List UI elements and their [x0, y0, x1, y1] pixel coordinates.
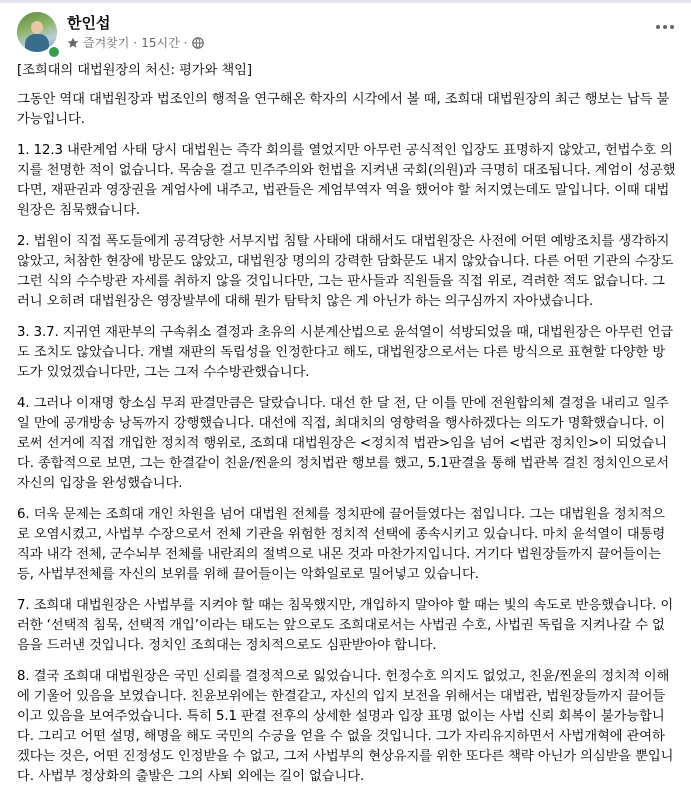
post-paragraph: 8. 결국 조희대 대법원장은 국민 신뢰를 결정적으로 잃었습니다. 헌정수호 의지도 없었고, 친윤/찐윤의 정치적 이해에 기울어 있음을 보였습니다. 친윤보위에는 한결같고, 자신의 입지 보전을 위해서는 대법관, 법원장들까지 끌어들이고 있음을 보여주었습니다. 특히 5.1 판결 전후의 상세한 설명과 입장 표명 없이는 사법 신뢰 회복이 불가능합니다. 그리고 어떤 설명, 해명을 해도 국민의 수긍을 얻을 수 없을 것입니다. 그가 자리유지하면서 사법개혁에 관여하겠다는 것은, 어떤 진정성도 인정받을 수 없고, 그저 사법부의 현상유지를 위한 또다른 책략 아닌가 의심받을 뿐입니다. 사법부 정상화의 출발은 그의 사퇴 외에는 길이 없습니다.: [17, 669, 674, 784]
star-icon: [67, 37, 79, 49]
more-options-button[interactable]: [653, 17, 677, 37]
post-paragraph: 4. 그러나 이재명 항소심 무죄 판결만큼은 달랐습니다. 대선 한 달 전, 단 이틀 만에 전원합의체 결정을 내리고 일주일 만에 공개방송 낭독까지 강행했습니다. 대선에 직접, 최대치의 영향력을 행사하겠다는 의도가 명확했습니다. 이로써 선거에 직접 개입한 정치적 행위로, 조희대 대법원장은 <정치적 법관>임을 넘어 <법관 정치인>이 되었습니다. 종합적으로 보면, 그는 한결같이 친윤/찐윤의 정치법관 행보를 했고, 5.1판결을 통해 법관복 걸친 정치인으로서 자신의 입장을 완성했습니다.: [17, 396, 670, 491]
globe-icon[interactable]: [192, 37, 204, 49]
more-dot-icon: [656, 25, 660, 29]
meta-separator: ·: [133, 35, 138, 50]
post-paragraph: 2. 법원이 직접 폭도들에게 공격당한 서부지법 침탈 사태에 대해서도 대법원장은 사전에 어떤 예방조치를 생각하지 않았고, 처참한 현장에 방문도 않았고, 대법원장 명의의 강력한 담화문도 내지 않았습니다. 다른 어떤 기관의 수장도 그런 식의 수수방관 자세를 취하지 않을 것입니다만, 그는 판사들과 직원들을 직접 위로, 격려한 적도 없습니다. 그러니 오히려 대법원장은 영장발부에 대해 뭔가 탐탁치 않은 게 아닌가 하는 의구심까지 자아냈습니다.: [17, 234, 674, 309]
post-meta: [67, 34, 204, 51]
online-status-dot: [47, 45, 61, 59]
post-paragraph: 3. 3.7. 지귀연 재판부의 구속취소 결정과 초유의 시분계산법으로 윤석열이 석방되었을 때, 대법원장은 아무런 언급도 조치도 않았습니다. 개별 재판의 독립성을 인정한다고 해도, 대법원장으로서는 다른 방식으로 표현할 다양한 방도가 있었겠습니다만, 그는 그저 수수방관했습니다.: [17, 325, 674, 380]
meta-separator-2: ·: [183, 35, 188, 50]
post-header: [0, 3, 691, 55]
post-body: [17, 61, 677, 798]
more-dot-icon: [663, 25, 667, 29]
post-paragraph: 1. 12.3 내란계엄 사태 당시 대법원는 즉각 회의를 열었지만 아무런 공식적인 입장도 표명하지 않았고, 헌법수호 의지를 천명한 적이 없습니다. 목숨을 걸고 민주주의와 헌법을 지켜낸 국회(의원)과 극명히 대조됩니다. 계엄이 성공했다면, 재판권과 영장권을 계엄사에 내주고, 법관들은 계엄부역자 역을 했어야 할 처지였는데도 말입니다. 이때 대법원장은 침묵했습니다.: [17, 143, 676, 218]
post-paragraph: 그동안 역대 대법원장과 법조인의 행적을 연구해온 학자의 시각에서 볼 때, 조희대 대법원장의 최근 행보는 납득 불가능입니다.: [17, 92, 670, 127]
more-dot-icon: [670, 25, 674, 29]
post-paragraph: 6. 더욱 문제는 조희대 개인 차원을 넘어 대법원 전체를 정치판에 끌어들였다는 점입니다. 그는 대법원을 정치적으로 오염시켰고, 사법부 수장으로서 전체 기관을 위험한 정치적 선택에 종속시키고 있습니다. 마치 윤석열이 대통령직과 내각 전체, 군수뇌부 전체를 내란죄의 절벽으로 내몬 것과 마찬가지입니다. 거기다 법원장들까지 끌어들이는 등, 사법부전체를 자신의 보위를 위해 끌어들이는 악화일로로 밀어넣고 있습니다.: [17, 507, 666, 582]
post-title: [조희대의 대법원장의 처신: 평가와 책임]: [17, 63, 252, 78]
post-time[interactable]: 15시간: [141, 36, 180, 50]
author-name[interactable]: 한인섭: [67, 14, 111, 32]
favorite-label: 즐겨찾기: [83, 36, 130, 50]
post-paragraph: 7. 조희대 대법원장은 사법부를 지켜야 할 때는 침묵했지만, 개입하지 말아야 할 때는 빛의 속도로 반응했습니다. 이러한 ‘선택적 침묵, 선택적 개입’이라는 태도는 앞으로도 조희대로서는 사법권 수호, 사법권 독립을 지켜나갈 수 없음을 드러낸 것입니다. 정치인 조희대는 정치적으로도 심판받아야 합니다.: [17, 598, 674, 653]
